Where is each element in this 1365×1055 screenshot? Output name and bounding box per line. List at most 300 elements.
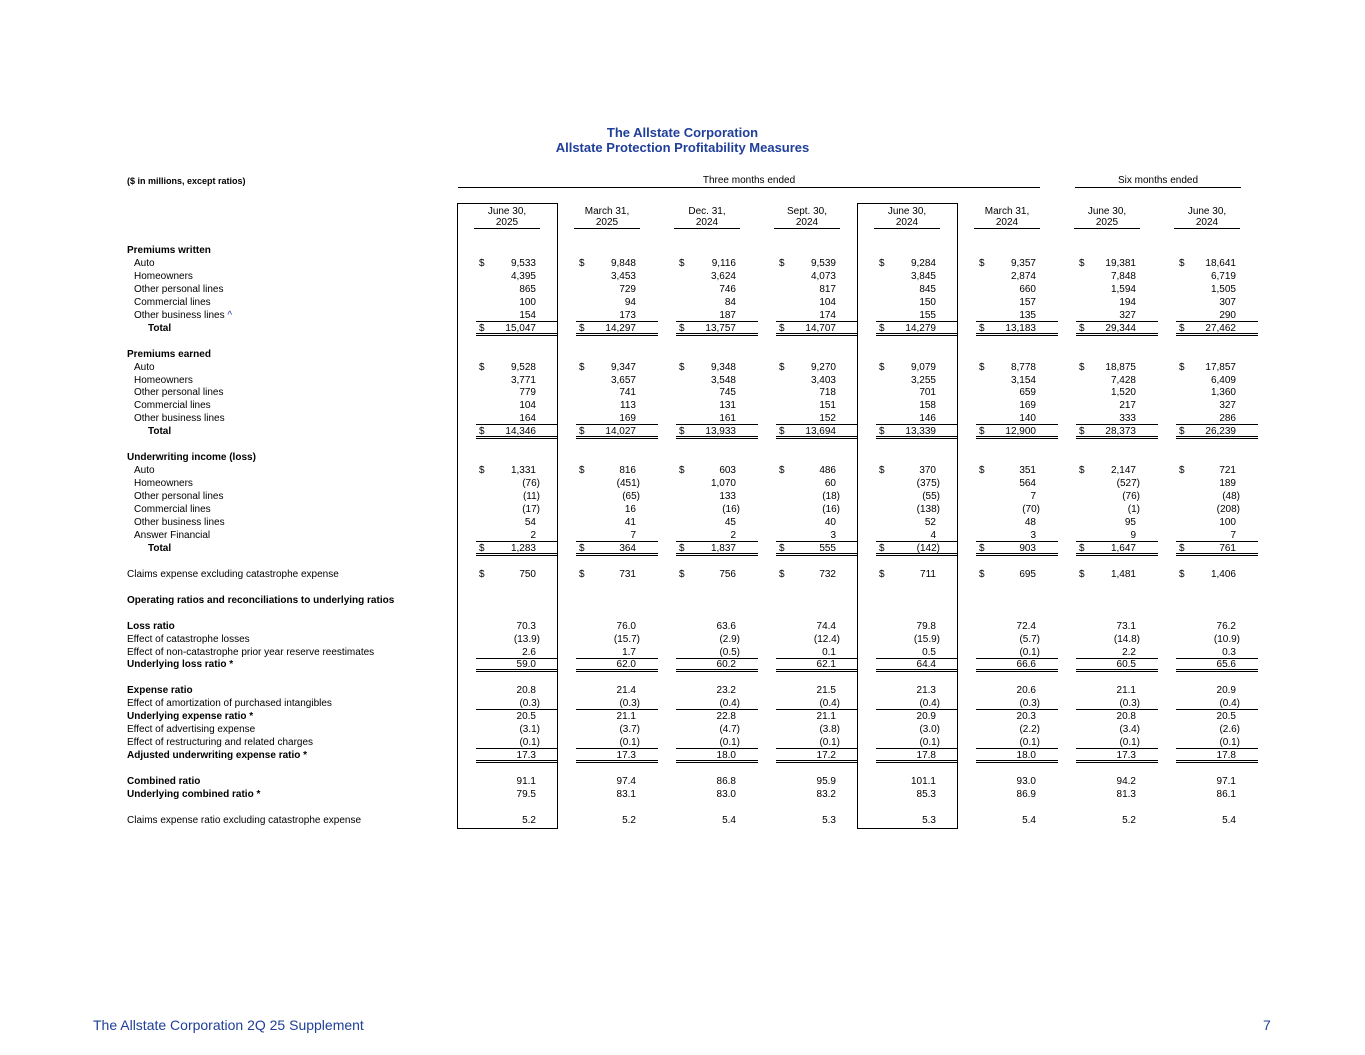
currency-symbol: $: [1079, 361, 1085, 373]
table-cell: [676, 296, 758, 309]
table-cell: [676, 788, 758, 801]
cell-value: (65): [622, 491, 640, 502]
cell-value: 94: [624, 296, 636, 308]
cell-value: 22.8: [716, 711, 736, 723]
cell-value: 6,409: [1210, 374, 1236, 386]
cell-value: 60.5: [1116, 659, 1136, 671]
table-cell: [1176, 749, 1258, 763]
cell-value: (2.2): [1019, 724, 1040, 736]
cell-value: (10.9): [1213, 633, 1240, 645]
table-cell: [876, 646, 958, 659]
currency-symbol: $: [1079, 568, 1085, 580]
cell-value: (48): [1222, 491, 1240, 502]
row-label: Effect of non-catastrophe prior year reserve reestimates: [127, 646, 375, 658]
currency-symbol: $: [679, 322, 685, 334]
cell-value: 20.8: [516, 685, 536, 697]
currency-symbol: $: [579, 568, 585, 580]
table-cell: [876, 516, 958, 529]
row-label: Other personal lines: [134, 283, 224, 295]
table-cell: [1076, 322, 1158, 336]
cell-value: 732: [819, 568, 836, 580]
cell-value: 7: [630, 529, 636, 541]
cell-value: 72.4: [1016, 620, 1036, 632]
table-cell: [976, 399, 1058, 412]
cell-value: 84: [724, 296, 736, 308]
currency-symbol: $: [479, 568, 485, 580]
table-cell: [1076, 723, 1158, 736]
table-cell: [976, 529, 1058, 542]
table-cell: [876, 658, 958, 672]
cell-value: 3,453: [610, 270, 636, 282]
table-cell: [1076, 399, 1158, 412]
cell-value: 13,933: [705, 426, 736, 438]
table-cell: [976, 723, 1058, 736]
currency-symbol: $: [479, 257, 485, 269]
table-cell: [876, 309, 958, 322]
table-cell: [976, 296, 1058, 309]
table-cell: [1076, 503, 1158, 516]
cell-value: 18.0: [716, 750, 736, 762]
table-cell: [1176, 814, 1258, 827]
currency-symbol: $: [679, 257, 685, 269]
table-cell: [1176, 646, 1258, 659]
cell-value: 659: [1019, 387, 1036, 399]
units-note: ($ in millions, except ratios): [127, 176, 246, 186]
cell-value: 21.1: [616, 711, 636, 723]
table-cell: [476, 633, 558, 646]
cell-value: 17.3: [516, 750, 536, 762]
cell-value: (0.3): [1019, 698, 1040, 710]
table-row: [0, 568, 1365, 581]
table-cell: [876, 386, 958, 399]
table-cell: [776, 412, 858, 425]
cell-value: 3,255: [910, 374, 936, 386]
currency-symbol: $: [779, 361, 785, 373]
table-cell: [776, 568, 858, 581]
cell-value: 76.0: [616, 620, 636, 632]
table-cell: [476, 814, 558, 827]
column-header-line2: 2025: [474, 217, 540, 229]
table-cell: [576, 658, 658, 672]
cell-value: 60.2: [716, 659, 736, 671]
table-cell: [476, 710, 558, 723]
table-cell: [876, 788, 958, 801]
table-cell: [576, 723, 658, 736]
cell-value: 750: [519, 568, 536, 580]
cell-value: 20.5: [516, 711, 536, 723]
cell-value: 133: [719, 491, 736, 502]
currency-symbol: $: [1179, 322, 1185, 334]
table-cell: [876, 814, 958, 827]
table-cell: [1176, 490, 1258, 503]
row-label: Other business lines: [134, 516, 225, 528]
table-cell: [776, 374, 858, 387]
column-header-line2: 2024: [674, 217, 740, 229]
table-cell: [676, 542, 758, 556]
cell-value: (0.1): [619, 737, 640, 749]
table-cell: [776, 490, 858, 503]
table-cell: [1176, 477, 1258, 490]
table-cell: [1176, 710, 1258, 723]
cell-value: 154: [519, 309, 536, 321]
cell-value: (4.7): [719, 724, 740, 736]
table-cell: [776, 477, 858, 490]
currency-symbol: $: [479, 465, 485, 477]
column-header-line1: June 30,: [1187, 206, 1227, 217]
cell-value: 3,845: [910, 270, 936, 282]
table-cell: [976, 490, 1058, 503]
table-row: [0, 516, 1365, 529]
cell-value: 721: [1219, 465, 1236, 477]
table-row: [0, 490, 1365, 503]
table-cell: [576, 542, 658, 556]
row-label: Adjusted underwriting expense ratio *: [127, 750, 308, 762]
table-cell: [676, 736, 758, 749]
row-label: Underlying combined ratio *: [127, 788, 261, 800]
row-label: Total: [148, 322, 172, 334]
table-cell: [676, 658, 758, 672]
cell-value: 4: [930, 529, 936, 541]
table-cell: [1076, 361, 1158, 374]
cell-value: 95: [1124, 516, 1136, 528]
table-cell: [776, 464, 858, 477]
table-cell: [576, 490, 658, 503]
table-cell: [1176, 736, 1258, 749]
table-cell: [776, 322, 858, 336]
cell-value: 9,533: [510, 257, 536, 269]
cell-value: 5.3: [922, 814, 936, 826]
cell-value: 14,707: [805, 322, 836, 334]
cell-value: 41: [624, 516, 636, 528]
cell-value: 7: [1230, 529, 1236, 541]
table-cell: [776, 516, 858, 529]
cell-value: 1,481: [1110, 568, 1136, 580]
table-cell: [676, 775, 758, 788]
cell-value: 95.9: [816, 776, 836, 787]
table-cell: [476, 658, 558, 672]
table-cell: [1176, 788, 1258, 801]
table-cell: [476, 283, 558, 296]
table-cell: [976, 620, 1058, 633]
table-cell: [976, 412, 1058, 425]
table-cell: [476, 723, 558, 736]
cell-value: 327: [1119, 309, 1136, 321]
table-cell: [1176, 684, 1258, 697]
table-row: [0, 412, 1365, 425]
table-cell: [476, 503, 558, 516]
currency-symbol: $: [879, 568, 885, 580]
table-row: [0, 723, 1365, 736]
table-cell: [776, 309, 858, 322]
table-cell: [476, 477, 558, 490]
table-row: [0, 749, 1365, 762]
cell-value: 9,348: [710, 361, 736, 373]
table-cell: [576, 568, 658, 581]
cell-value: 18,641: [1205, 257, 1236, 269]
table-cell: [676, 361, 758, 374]
table-cell: [1076, 490, 1158, 503]
table-cell: [676, 412, 758, 425]
table-cell: [776, 257, 858, 270]
table-cell: [576, 775, 658, 788]
table-cell: [476, 788, 558, 801]
cell-value: (15.9): [913, 633, 940, 645]
column-header: [1057, 206, 1157, 229]
row-label: Expense ratio: [127, 685, 193, 697]
cell-value: 370: [919, 465, 936, 477]
table-cell: [576, 788, 658, 801]
cell-value: 3,403: [810, 374, 836, 386]
cell-value: 845: [919, 283, 936, 295]
cell-value: (138): [916, 504, 940, 515]
currency-symbol: $: [779, 257, 785, 269]
footnote-marker: ^: [224, 309, 233, 321]
table-cell: [776, 283, 858, 296]
table-cell: [776, 814, 858, 827]
cell-value: 18,875: [1105, 361, 1136, 373]
cell-value: 1,283: [510, 542, 536, 554]
cell-value: 21.1: [1116, 685, 1136, 697]
table-cell: [676, 710, 758, 723]
cell-value: 83.0: [716, 788, 736, 800]
currency-symbol: $: [679, 568, 685, 580]
cell-value: 21.4: [616, 685, 636, 697]
cell-value: 745: [719, 387, 736, 399]
table-cell: [1176, 322, 1258, 336]
table-row: [0, 684, 1365, 697]
cell-value: 660: [1019, 283, 1036, 295]
table-cell: [776, 399, 858, 412]
cell-value: 21.1: [816, 711, 836, 723]
cell-value: 729: [619, 283, 636, 295]
table-cell: [1176, 361, 1258, 374]
cell-value: (70): [1022, 504, 1040, 515]
cell-value: (1): [1127, 504, 1140, 515]
cell-value: 174: [819, 309, 836, 321]
cell-value: 3,657: [610, 374, 636, 386]
table-row: [0, 814, 1365, 827]
cell-value: 17.2: [816, 750, 836, 762]
currency-symbol: $: [579, 322, 585, 334]
table-cell: [776, 620, 858, 633]
table-cell: [476, 374, 558, 387]
cell-value: 603: [719, 465, 736, 477]
table-cell: [876, 425, 958, 439]
table-cell: [1176, 374, 1258, 387]
cell-value: (0.4): [719, 698, 740, 710]
currency-symbol: $: [479, 542, 485, 554]
cell-value: 4,395: [510, 270, 536, 282]
cell-value: 97.4: [616, 776, 636, 787]
row-label: Auto: [134, 465, 155, 477]
table-cell: [876, 322, 958, 336]
table-cell: [776, 749, 858, 763]
cell-value: 6,719: [1210, 270, 1236, 282]
table-cell: [1076, 646, 1158, 659]
table-cell: [876, 620, 958, 633]
table-cell: [576, 386, 658, 399]
cell-value: 60: [824, 478, 836, 490]
cell-value: 79.5: [516, 788, 536, 800]
cell-value: 14,279: [905, 322, 936, 334]
cell-value: (0.3): [519, 698, 540, 710]
table-cell: [976, 503, 1058, 516]
table-cell: [576, 322, 658, 336]
cell-value: (0.1): [919, 737, 940, 749]
table-cell: [1176, 633, 1258, 646]
cell-value: 86.8: [716, 776, 736, 787]
table-cell: [1076, 270, 1158, 283]
table-cell: [976, 374, 1058, 387]
table-cell: [776, 723, 858, 736]
table-cell: [776, 361, 858, 374]
table-cell: [1076, 697, 1158, 710]
currency-symbol: $: [879, 426, 885, 438]
table-cell: [576, 736, 658, 749]
table-row: [0, 477, 1365, 490]
cell-value: 7: [1030, 491, 1036, 502]
cell-value: (16): [822, 504, 840, 515]
cell-value: 9,284: [910, 257, 936, 269]
cell-value: 45: [724, 516, 736, 528]
row-label: Homeowners: [134, 374, 193, 386]
cell-value: 70.3: [516, 620, 536, 632]
table-cell: [976, 361, 1058, 374]
cell-value: (0.4): [819, 698, 840, 710]
row-label: Commercial lines: [134, 504, 211, 515]
table-cell: [576, 464, 658, 477]
cell-value: 817: [819, 283, 836, 295]
currency-symbol: $: [1079, 426, 1085, 438]
cell-value: (208): [1216, 504, 1240, 515]
currency-symbol: $: [1179, 465, 1185, 477]
table-cell: [476, 361, 558, 374]
cell-value: 169: [1019, 400, 1036, 412]
cell-value: 83.1: [616, 788, 636, 800]
currency-symbol: $: [679, 426, 685, 438]
table-cell: [1076, 684, 1158, 697]
table-cell: [576, 361, 658, 374]
table-cell: [876, 542, 958, 556]
table-cell: [476, 270, 558, 283]
currency-symbol: $: [879, 257, 885, 269]
table-row: [0, 374, 1365, 387]
table-cell: [476, 309, 558, 322]
column-header-line2: 2025: [574, 217, 640, 229]
cell-value: 91.1: [516, 776, 536, 787]
table-cell: [676, 684, 758, 697]
row-label: Commercial lines: [134, 400, 211, 412]
table-cell: [1076, 309, 1158, 322]
cell-value: 327: [1219, 400, 1236, 412]
cell-value: (2.6): [1219, 724, 1240, 736]
cell-value: 12,900: [1005, 426, 1036, 438]
cell-value: (0.1): [1219, 737, 1240, 749]
row-label: Commercial lines: [134, 296, 211, 308]
cell-value: 20.9: [916, 711, 936, 723]
table-cell: [776, 633, 858, 646]
table-cell: [976, 386, 1058, 399]
cell-value: 2: [730, 529, 736, 541]
table-cell: [976, 749, 1058, 763]
cell-value: 9,357: [1010, 257, 1036, 269]
cell-value: 65.6: [1216, 659, 1236, 671]
cell-value: 9,539: [810, 257, 836, 269]
cell-value: (0.3): [1119, 698, 1140, 710]
table-cell: [876, 723, 958, 736]
table-row: [0, 399, 1365, 412]
table-cell: [876, 464, 958, 477]
cell-value: (375): [916, 478, 940, 490]
table-cell: [576, 503, 658, 516]
table-cell: [776, 736, 858, 749]
cell-value: 85.3: [916, 788, 936, 800]
cell-value: 9,079: [910, 361, 936, 373]
cell-value: 1,647: [1110, 542, 1136, 554]
cell-value: 97.1: [1216, 776, 1236, 787]
cell-value: 48: [1024, 516, 1036, 528]
table-cell: [876, 503, 958, 516]
currency-symbol: $: [679, 542, 685, 554]
table-cell: [876, 399, 958, 412]
currency-symbol: $: [779, 322, 785, 334]
currency-symbol: $: [979, 426, 985, 438]
table-cell: [576, 814, 658, 827]
cell-value: 555: [819, 542, 836, 554]
cell-value: 903: [1019, 542, 1036, 554]
row-label: Homeowners: [134, 270, 193, 282]
table-cell: [476, 464, 558, 477]
currency-symbol: $: [879, 542, 885, 554]
table-cell: [576, 399, 658, 412]
cell-value: 74.4: [816, 620, 836, 632]
cell-value: 66.6: [1016, 659, 1036, 671]
table-cell: [976, 283, 1058, 296]
table-cell: [476, 646, 558, 659]
cell-value: 290: [1219, 309, 1236, 321]
column-header-line2: 2025: [1074, 217, 1140, 229]
table-cell: [1176, 542, 1258, 556]
cell-value: (0.1): [719, 737, 740, 749]
cell-value: 20.8: [1116, 711, 1136, 723]
cell-value: 16: [624, 504, 636, 515]
currency-symbol: $: [1179, 568, 1185, 580]
table-cell: [676, 425, 758, 439]
table-cell: [676, 568, 758, 581]
table-cell: [676, 503, 758, 516]
table-cell: [876, 477, 958, 490]
column-header-line1: Sept. 30,: [786, 206, 828, 217]
row-label: Underlying loss ratio *: [127, 659, 234, 671]
column-header-line1: June 30,: [887, 206, 927, 217]
cell-value: 816: [619, 465, 636, 477]
currency-symbol: $: [979, 568, 985, 580]
cell-value: 3,771: [510, 374, 536, 386]
table-cell: [1176, 503, 1258, 516]
table-cell: [1176, 412, 1258, 425]
cell-value: 20.9: [1216, 685, 1236, 697]
table-cell: [476, 322, 558, 336]
table-cell: [676, 749, 758, 763]
column-header-line1: March 31,: [584, 206, 630, 217]
report-title: Allstate Protection Profitability Measures: [555, 140, 810, 155]
table-row: [0, 283, 1365, 296]
table-cell: [876, 361, 958, 374]
row-label: Other personal lines: [134, 387, 224, 399]
table-cell: [776, 646, 858, 659]
cell-value: 140: [1019, 413, 1036, 425]
cell-value: (3.0): [919, 724, 940, 736]
